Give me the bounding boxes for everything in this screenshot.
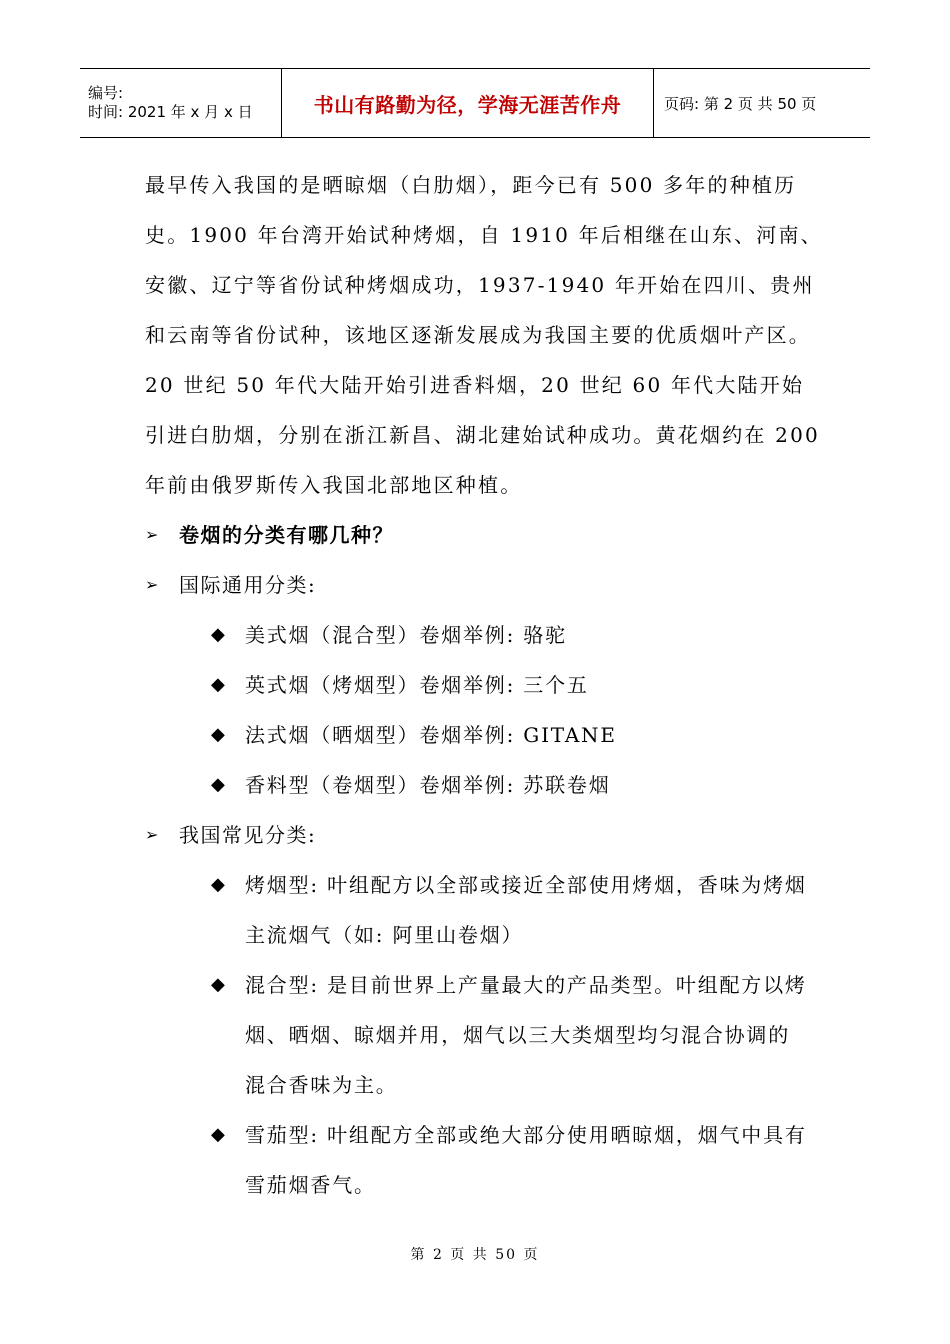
domestic-heading: 我国常见分类: bbox=[179, 823, 317, 847]
header-time-label: 时间: 2021 年 x 月 x 日 bbox=[88, 103, 253, 121]
question-item bbox=[145, 510, 825, 560]
intro-paragraph: 最早传入我国的是晒晾烟（白肋烟），距今已有 500 多年的种植历史。1900 年台湾开始试种烤烟，自 1910 年后相继在山东、河南、安徽、辽宁等省份试种烤烟成功，1937-1940 年开始在四川、贵州和云南等省份试种，该地区逐渐发展成为我国主要的优质烟叶产区。20 世纪 50 年代大陆开始引进香料烟，20 世纪 60 年代大陆开始引进白肋烟，分别在浙江新昌、湖北建始试种成功。黄花烟约在 200 年前由俄罗斯传入我国北部地区种植。 bbox=[145, 173, 823, 497]
diamond-bullet-icon: ◆ bbox=[211, 624, 227, 645]
intl-heading: 国际通用分类: bbox=[179, 573, 317, 597]
arrow-bullet-icon: ➢ bbox=[145, 575, 160, 594]
header-meta-cell bbox=[80, 69, 282, 137]
intl-item-text: 法式烟（晒烟型）卷烟举例: GITANE bbox=[245, 723, 617, 747]
intl-heading-item bbox=[145, 560, 825, 610]
intl-list-item bbox=[211, 760, 825, 810]
domestic-item-text: 烤烟型: 叶组配方以全部或接近全部使用烤烟，香味为烤烟主流烟气（如: 阿里山卷烟） bbox=[245, 873, 807, 947]
header-motto: 书山有路勤为径，学海无涯苦作舟 bbox=[313, 92, 622, 117]
diamond-bullet-icon: ◆ bbox=[211, 974, 227, 995]
domestic-list-item bbox=[211, 860, 825, 960]
header-page-info: 页码: 第 2 页 共 50 页 bbox=[664, 94, 817, 113]
intl-list-item bbox=[211, 710, 825, 760]
page-footer: 第 2 页 共 50 页 bbox=[410, 1247, 540, 1263]
domestic-item-text: 混合型: 是目前世界上产量最大的产品类型。叶组配方以烤烟、晒烟、晾烟并用，烟气以三大类烟型均匀混合协调的混合香味为主。 bbox=[245, 973, 807, 1097]
domestic-item-text: 雪茄型: 叶组配方全部或绝大部分使用晒晾烟，烟气中具有雪茄烟香气。 bbox=[245, 1123, 807, 1197]
diamond-bullet-icon: ◆ bbox=[211, 674, 227, 695]
intl-list-item bbox=[211, 610, 825, 660]
arrow-bullet-icon: ➢ bbox=[145, 525, 160, 544]
header-page-cell bbox=[654, 69, 870, 137]
diamond-bullet-icon: ◆ bbox=[211, 724, 227, 745]
intl-item-text: 美式烟（混合型）卷烟举例: 骆驼 bbox=[245, 623, 567, 647]
domestic-list-item bbox=[211, 960, 825, 1110]
intl-item-text: 香料型（卷烟型）卷烟举例: 苏联卷烟 bbox=[245, 773, 611, 797]
header-number-label: 编号: bbox=[88, 84, 124, 102]
diamond-bullet-icon: ◆ bbox=[211, 774, 227, 795]
domestic-heading-item bbox=[145, 810, 825, 860]
arrow-bullet-icon: ➢ bbox=[145, 825, 160, 844]
intl-list-item bbox=[211, 660, 825, 710]
intl-item-text: 英式烟（烤烟型）卷烟举例: 三个五 bbox=[245, 673, 589, 697]
domestic-list-item bbox=[211, 1110, 825, 1210]
diamond-bullet-icon: ◆ bbox=[211, 1124, 227, 1145]
header-motto-cell bbox=[282, 69, 654, 137]
document-body bbox=[145, 160, 825, 1210]
question-heading: 卷烟的分类有哪几种？ bbox=[179, 523, 394, 547]
diamond-bullet-icon: ◆ bbox=[211, 874, 227, 895]
page-header bbox=[80, 68, 870, 138]
